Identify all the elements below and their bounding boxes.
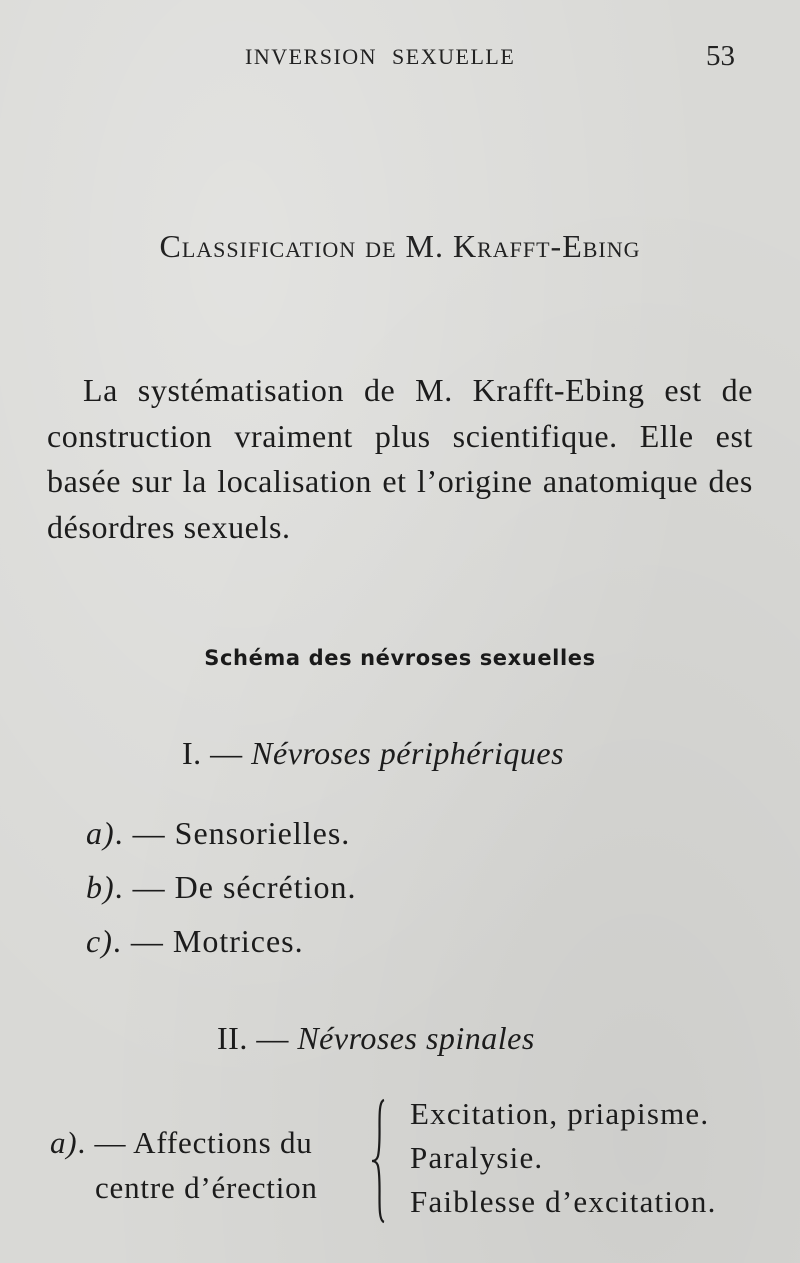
list-item-letter: b) — [86, 869, 115, 905]
affections-label — [50, 1120, 370, 1210]
page-number: 53 — [706, 40, 735, 72]
affections-line-2: centre d’érection — [95, 1170, 318, 1205]
curly-brace-icon — [368, 1098, 392, 1224]
running-title: INVERSION SEXUELLE — [245, 44, 516, 69]
brace-item-paralysie: Paralysie. — [410, 1140, 544, 1175]
list-item-letter: a) — [86, 815, 115, 851]
list-item-text: . — Motrices. — [112, 923, 304, 959]
brace-items — [410, 1092, 717, 1224]
section-title: Névroses périphériques — [251, 735, 565, 771]
section-heading-peripheral — [182, 735, 564, 772]
list-item-secretion — [86, 869, 356, 906]
body-paragraph: La systématisation de M. Krafft-Ebing est de construction vraiment plus scientifique. Elle est basée sur la localisation et l’origine anatomique des désordres sexuels. — [47, 372, 753, 545]
section-number: I. — — [182, 735, 243, 771]
chapter-title: Classification de M. Krafft-Ebing — [159, 228, 641, 264]
list-item-text: . — De sécrétion. — [114, 869, 357, 905]
affections-line-1 — [50, 1120, 370, 1165]
list-item-motrices — [86, 923, 304, 960]
list-item-sensorielles — [86, 815, 350, 852]
list-item-letter: a) — [50, 1125, 78, 1160]
running-head — [245, 44, 515, 70]
schema-title: Schéma des névroses sexuelles — [204, 646, 596, 670]
section-heading-spinal — [217, 1020, 535, 1057]
list-item-letter: c) — [86, 923, 113, 959]
section-title: Névroses spinales — [297, 1020, 535, 1056]
list-item-text: . — Sensorielles. — [114, 815, 351, 851]
brace-item-faiblesse: Faiblesse d’excitation. — [410, 1184, 717, 1219]
section-number: II. — — [217, 1020, 289, 1056]
brace-item-excitation: Excitation, priapisme. — [410, 1096, 710, 1131]
affections-text-1: . — Affections du — [77, 1125, 313, 1160]
